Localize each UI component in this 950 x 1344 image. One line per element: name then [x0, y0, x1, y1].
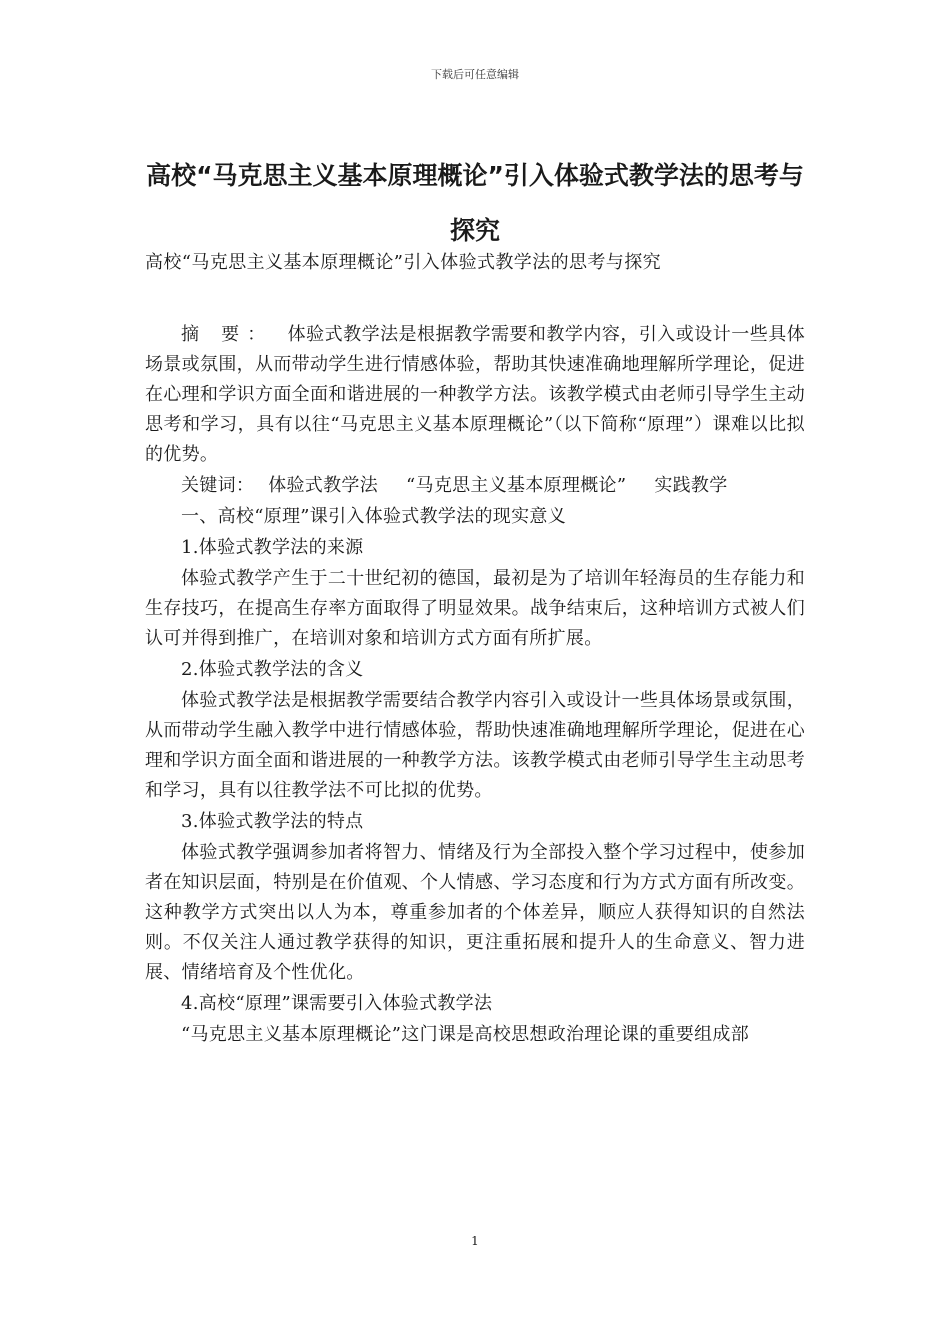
subsection-paragraph: 体验式教学产生于二十世纪初的德国，最初是为了培训年轻海员的生存能力和生存技巧，在提高生存率方面取得了明显效果。战争结束后，这种培训方式被人们认可并得到推广，在培训对象和培训方式方面有所扩展。 — [145, 568, 805, 649]
document-subtitle: 高校“马克思主义基本原理概论”引入体验式教学法的思考与探究 — [145, 252, 662, 273]
subsection-paragraph: “马克思主义基本原理概论”这门课是高校思想政治理论课的重要组成部 — [181, 1024, 750, 1045]
subsection-heading: 1.体验式教学法的来源 — [181, 537, 364, 558]
subsection-paragraph: 体验式教学强调参加者将智力、情绪及行为全部投入整个学习过程中，使参加者在知识层面，特别是在价值观、个人情感、学习态度和行为方式方面有所改变。这种教学方式突出以人为本，尊重参加者的个体差异，顺应人获得知识的自然法则。不仅关注人通过教学获得的知识，更注重拓展和提升人的生命意义、智力进展、情绪培育及个性优化。 — [145, 842, 805, 983]
page-number: 1 — [471, 1234, 479, 1248]
keywords-label: 关键词： — [181, 475, 255, 496]
subsection-heading: 3.体验式教学法的特点 — [181, 811, 364, 832]
subsection-heading: 2.体验式教学法的含义 — [181, 659, 364, 680]
keyword-item: 实践教学 — [654, 475, 728, 496]
subsection-heading: 4.高校“原理”课需要引入体验式教学法 — [181, 993, 493, 1014]
abstract-paragraph — [145, 320, 805, 470]
subsection-paragraph: 体验式教学法是根据教学需要结合教学内容引入或设计一些具体场景或氛围，从而带动学生融入教学中进行情感体验，帮助快速准确地理解所学理论，促进在心理和学识方面全面和谐进展的一种教学方法。该教学模式由老师引导学生主动思考和学习，具有以往教学法不可比拟的优势。 — [145, 690, 805, 801]
abstract-label: 摘 要： — [181, 324, 274, 345]
document-body — [145, 320, 805, 1051]
keywords-paragraph — [145, 471, 805, 501]
header-note: 下载后可任意编辑 — [431, 68, 519, 81]
section-heading: 一、高校“原理”课引入体验式教学法的现实意义 — [181, 506, 567, 527]
keyword-item: “马克思主义基本原理概论” — [406, 475, 627, 496]
keyword-item: 体验式教学法 — [268, 475, 379, 496]
abstract-text: 体验式教学法是根据教学需要和教学内容，引入或设计一些具体场景或氛围，从而带动学生进行情感体验，帮助其快速准确地理解所学理论，促进在心理和学识方面全面和谐进展的一种教学方法。该教学模式由老师引导学生主动思考和学习，具有以往“马克思主义基本原理概论”（以下简称“原理”）课难以比拟的优势。 — [145, 324, 805, 465]
document-title: 高校“马克思主义基本原理概论”引入体验式教学法的思考与探究 — [146, 161, 804, 245]
